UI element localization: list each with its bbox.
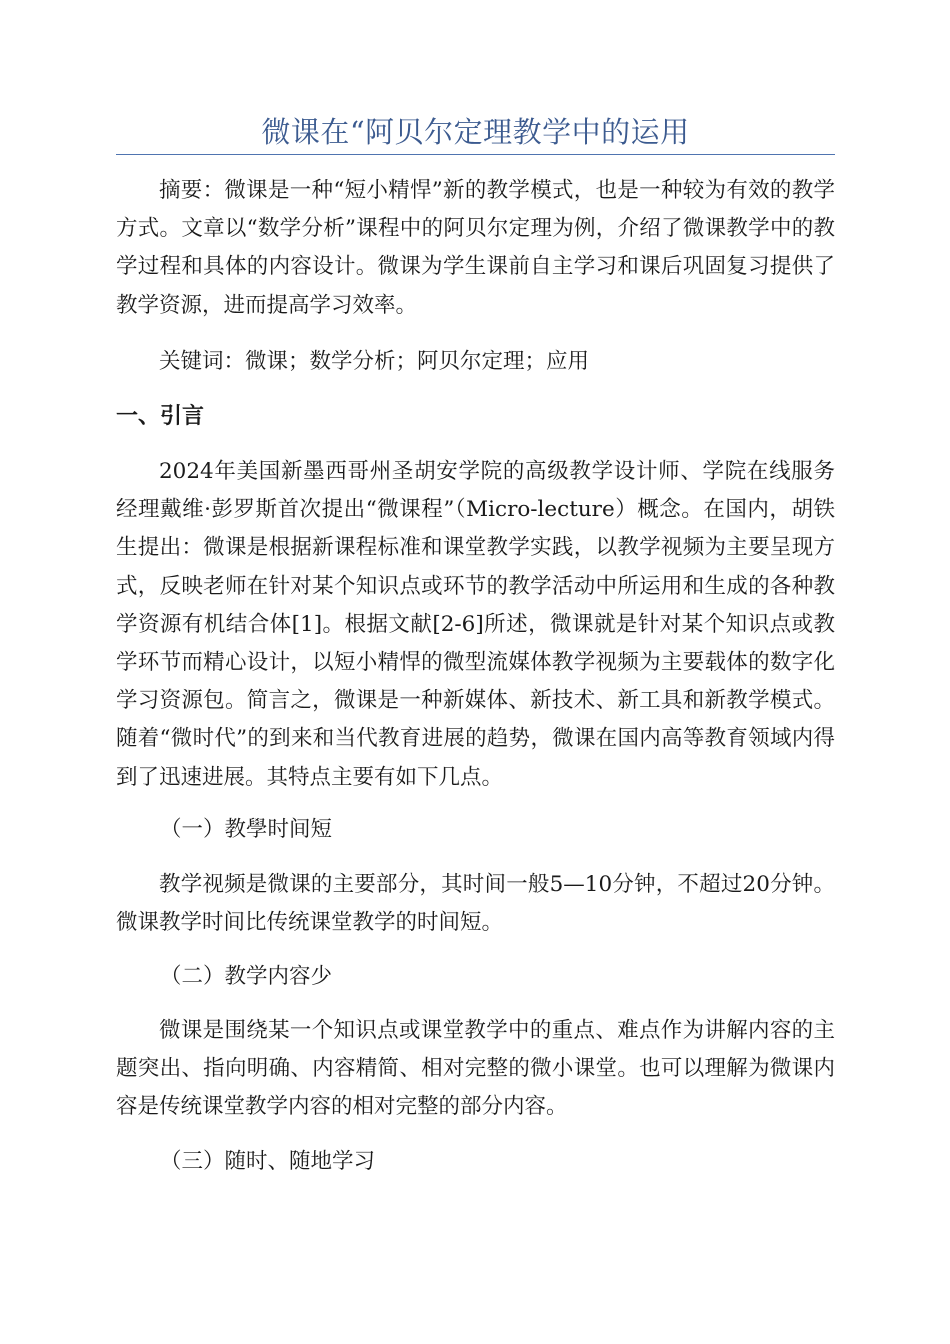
title-underline bbox=[116, 154, 835, 155]
document-title: 微课在“阿贝尔定理教学中的运用 bbox=[261, 115, 690, 149]
keywords-line: 关键词：微课；数学分析；阿贝尔定理；应用 bbox=[159, 349, 590, 374]
subsection-heading-anytime-learning: （三）随时、随地学习 bbox=[160, 1149, 376, 1174]
introduction-paragraph: 2024年美国新墨西哥州圣胡安学院的高级教学设计师、学院在线服务经理戴维·彭罗斯首次提出“微课程”（Micro-lecture）概念。在国内，胡铁生提出：微课是根据新课程标准和课堂教学实践，以教学视频为主要呈现方式，反映老师在针对某个知识点或环节的教学活动中所运用和生成的各种教学资源有机结合体[1]。根据文献[2-6]所述，微课就是针对某个知识点或教学环节而精心设计，以短小精悍的微型流媒体教学视频为主要载体的数字化学习资源包。简言之，微课是一种新媒体、新技术、新工具和新教学模式。随着“微时代”的到来和当代教育进展的趋势，微课在国内高等教育领域内得到了迅速进展。其特点主要有如下几点。 bbox=[116, 459, 835, 790]
subsection-heading-short-time: （一）教學时间短 bbox=[160, 817, 333, 842]
section-heading-introduction: 一、引言 bbox=[116, 404, 205, 429]
short-time-paragraph: 教学视频是微课的主要部分，其时间一般5—10分钟，不超过20分钟。微课教学时间比传统课堂教学的时间短。 bbox=[116, 872, 835, 936]
abstract-paragraph: 摘要：微课是一种“短小精悍”新的教学模式，也是一种较为有效的教学方式。文章以“数学分析”课程中的阿贝尔定理为例，介绍了微课教学中的教学过程和具体的内容设计。微课为学生课前自主学习和课后巩固复习提供了教学资源，进而提高学习效率。 bbox=[116, 178, 835, 318]
less-content-paragraph: 微课是围绕某一个知识点或课堂教学中的重点、难点作为讲解内容的主题突出、指向明确、内容精简、相对完整的微小课堂。也可以理解为微课内容是传统课堂教学内容的相对完整的部分内容。 bbox=[116, 1018, 835, 1120]
subsection-heading-less-content: （二）教学内容少 bbox=[160, 964, 333, 989]
